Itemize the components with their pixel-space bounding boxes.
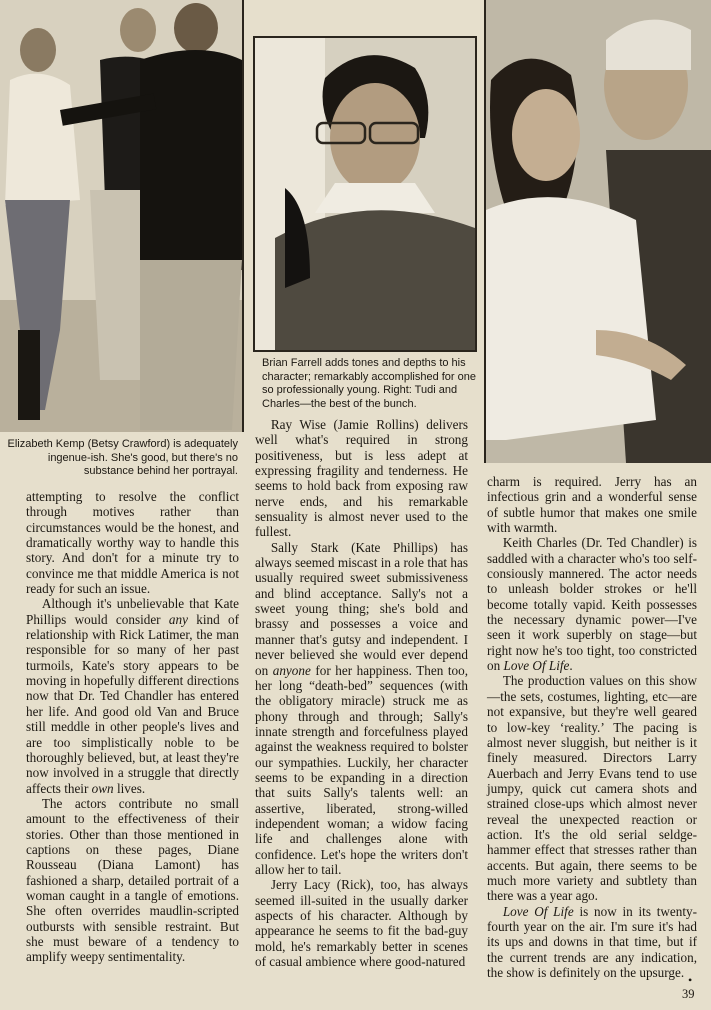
paragraph: Jerry Lacy (Rick), too, has always seemed ill-suited in the usually darker aspects of his character. Although by appearance he seems to fit the bad-guy mold, he's remarkably better in scenes of casual ambience where good-natured (255, 877, 468, 970)
couple-photo-illustration (486, 0, 711, 463)
caption-elizabeth-kemp: Elizabeth Kemp (Betsy Crawford) is adequately ingenue-ish. She's good, but there's no substance behind her portrayal. (7, 438, 238, 478)
photo-brian-farrell (253, 36, 477, 352)
photo-tudi-and-charles (484, 0, 711, 463)
paragraph: The production values on this show—the sets, costumes, lighting, etc—are not expansive, but they're well geared to low-key ‘reality.’ The pacing is almost never sluggish, but neither is it finely measured. Directors Larry Auerbach and Jerry Evans tend to use jumpy, quick cut camera shots and strained close-ups which almost never reveal the unexpected reaction or action. It's the old serial seldge-hammer effect that stresses rather than accents. But again, there seems to be much more variety and subtlety than there was a year ago. (487, 673, 697, 904)
paragraph: The actors contribute no small amount to the effectiveness of their stories. Other than those mentioned in captions on these pages, Diane Rousseau (Diana Lamont) has fashioned a sharp, detailed portrait of a woman caught in a tangle of emotions. She often overrides maudlin-scripted outbursts with sensible restraint. But she must beware of a tendency to amplify weepy sentimentality. (26, 795, 239, 965)
paragraph: Keith Charles (Dr. Ted Chandler) is saddled with a character who's too self-consiously mannered. The actor needs to unleash bolder strokes or he'll become totally vapid. Keith possesses the necessary dynamic power—I've seen it work superbly on stage—but right now he's too tight, too constricted on Love Of Life. (487, 535, 697, 674)
article-column-3 (487, 474, 697, 980)
article-column-1 (26, 489, 239, 965)
article-column-2 (255, 417, 468, 969)
paragraph: Love Of Life is now in its twenty-fourth year on the air. I'm sure it's had its ups and downs in that time, but if the current trends are any indication, the show is definitely on the upsurge. (487, 903, 697, 980)
caption-brian-farrell: Brian Farrell adds tones and depths to his character; remarkably accomplished for one so professionally young. Right: Tudi and Charles—the best of the bunch. (262, 357, 476, 410)
portrait-photo-illustration (255, 38, 475, 350)
paragraph: Sally Stark (Kate Phillips) has always seemed miscast in a role that has usually required sweet submissiveness and blind acceptance. Sally's not a sweet young thing; she's bold and brassy and possesses a voice and manner that's gutsy and independent. I never believed she would ever depend on anyone for her happiness. Then too, her long “death-bed” sequences (with the obligatory miracle) struck me as phony through and through; Sally's innate strength and forcefulness played against the weakness required to bolster our sympathies. Luckily, her character seems to be expanding in a direction that suits Sally's talents well: an assertive, liberated, strong-willed independent woman; a widow facing life and challenges alone with confidence. Let's hope the writers don't allow her to tail. (255, 539, 468, 877)
paragraph: charm is required. Jerry has an infectious grin and a wonderful sense of subtle humor that makes one smile with warmth. (487, 474, 697, 536)
paragraph: Although it's unbelievable that Kate Phillips would consider any kind of relationship with Rick Latimer, the man responsible for so many of her past turmoils, Kate's story appears to be moving in hopefully different directions now that Dr. Ted Chandler has entered her life. And good old Van and Bruce still meddle in other people's lives and are too simplistically noble to be thoroughly believed, but, at least they're now involved in a struggle that directly affects their own lives. (26, 596, 239, 796)
end-of-article-mark: • (688, 973, 693, 987)
rehearsal-photo-illustration (0, 0, 242, 432)
paragraph: attempting to resolve the conflict through motives rather than circumstances would be the honest, and dramatically worthy way to handle this story. And don't for a minute try to convince me that middle America is not ready for such an issue. (26, 489, 239, 597)
paragraph: Ray Wise (Jamie Rollins) delivers well what's required in strong positiveness, but is less adept at expressing fragility and tenderness. He seems to hold back from exposing raw nerve ends, and his remarkable sensuality is almost never used to the fullest. (255, 417, 468, 540)
photo-rehearsal-group (0, 0, 244, 432)
page-number: 39 (682, 987, 695, 1001)
